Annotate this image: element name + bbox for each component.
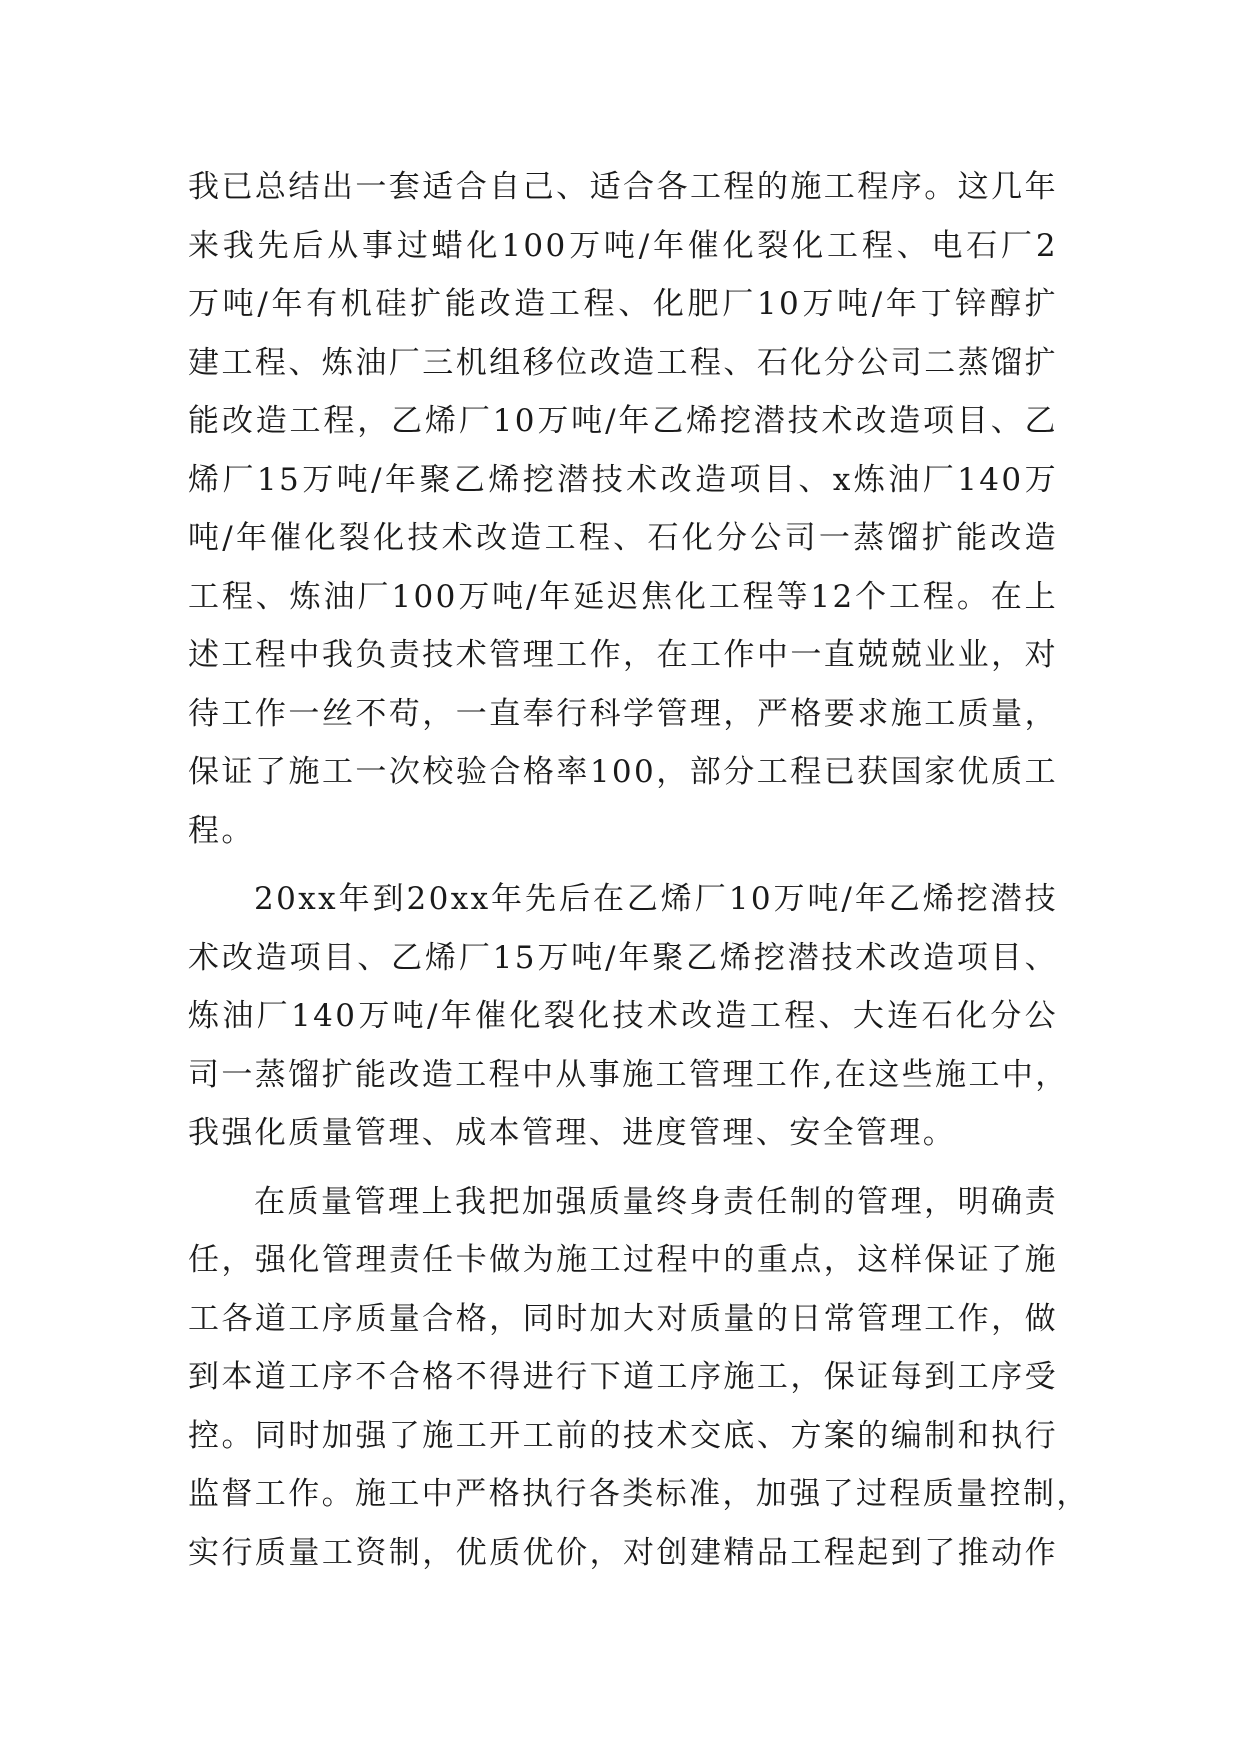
- text-line: 到本道工序不合格不得进行下道工序施工，保证每到工序受: [188, 1359, 1058, 1395]
- text-line: 保证了施工一次校验合格率100，部分工程已获国家优质工: [188, 754, 1058, 790]
- text-line: 在质量管理上我把加强质量终身责任制的管理，明确责: [254, 1183, 1058, 1220]
- text-line: 炼油厂140万吨/年催化裂化技术改造工程、大连石化分公: [188, 998, 1058, 1034]
- text-line: 能改造工程，乙烯厂10万吨/年乙烯挖潜技术改造项目、乙: [188, 403, 1058, 439]
- text-line: 来我先后从事过蜡化100万吨/年催化裂化工程、电石厂2: [188, 227, 1058, 264]
- text-line: 20xx年到20xx年先后在乙烯厂10万吨/年乙烯挖潜技: [254, 881, 1058, 917]
- text-line: 程。: [188, 812, 255, 849]
- text-line: 控。同时加强了施工开工前的技术交底、方案的编制和执行: [188, 1417, 1058, 1454]
- text-line: 术改造项目、乙烯厂15万吨/年聚乙烯挖潜技术改造项目、: [188, 939, 1058, 976]
- paragraph-1: [188, 158, 1058, 860]
- text-line: 述工程中我负责技术管理工作，在工作中一直兢兢业业，对: [188, 637, 1058, 673]
- text-line: 任，强化管理责任卡做为施工过程中的重点，这样保证了施: [188, 1242, 1058, 1278]
- document-body: [188, 158, 1090, 1582]
- paragraph-3: [188, 1173, 1090, 1583]
- paragraph-2: [188, 870, 1069, 1163]
- text-line: 待工作一丝不苟，一直奉行科学管理，严格要求施工质量，: [188, 695, 1058, 732]
- text-line: 司一蒸馏扩能改造工程中从事施工管理工作,在这些施工中，: [188, 1056, 1069, 1093]
- text-line: 监督工作。施工中严格执行各类标准，加强了过程质量控制，: [188, 1476, 1090, 1512]
- text-line: 烯厂15万吨/年聚乙烯挖潜技术改造项目、x炼油厂140万: [188, 461, 1058, 498]
- text-line: 实行质量工资制，优质优价，对创建精品工程起到了推动作: [188, 1534, 1058, 1571]
- text-line: 吨/年催化裂化技术改造工程、石化分公司一蒸馏扩能改造: [188, 520, 1058, 556]
- text-line: 工各道工序质量合格，同时加大对质量的日常管理工作，做: [188, 1300, 1058, 1337]
- text-line: 我已总结出一套适合自己、适合各工程的施工程序。这几年: [188, 169, 1058, 205]
- text-line: 工程、炼油厂100万吨/年延迟焦化工程等12个工程。在上: [188, 578, 1058, 615]
- text-line: 建工程、炼油厂三机组移位改造工程、石化分公司二蒸馏扩: [188, 344, 1058, 381]
- text-line: 我强化质量管理、成本管理、进度管理、安全管理。: [188, 1115, 957, 1151]
- text-line: 万吨/年有机硅扩能改造工程、化肥厂10万吨/年丁锌醇扩: [188, 286, 1058, 322]
